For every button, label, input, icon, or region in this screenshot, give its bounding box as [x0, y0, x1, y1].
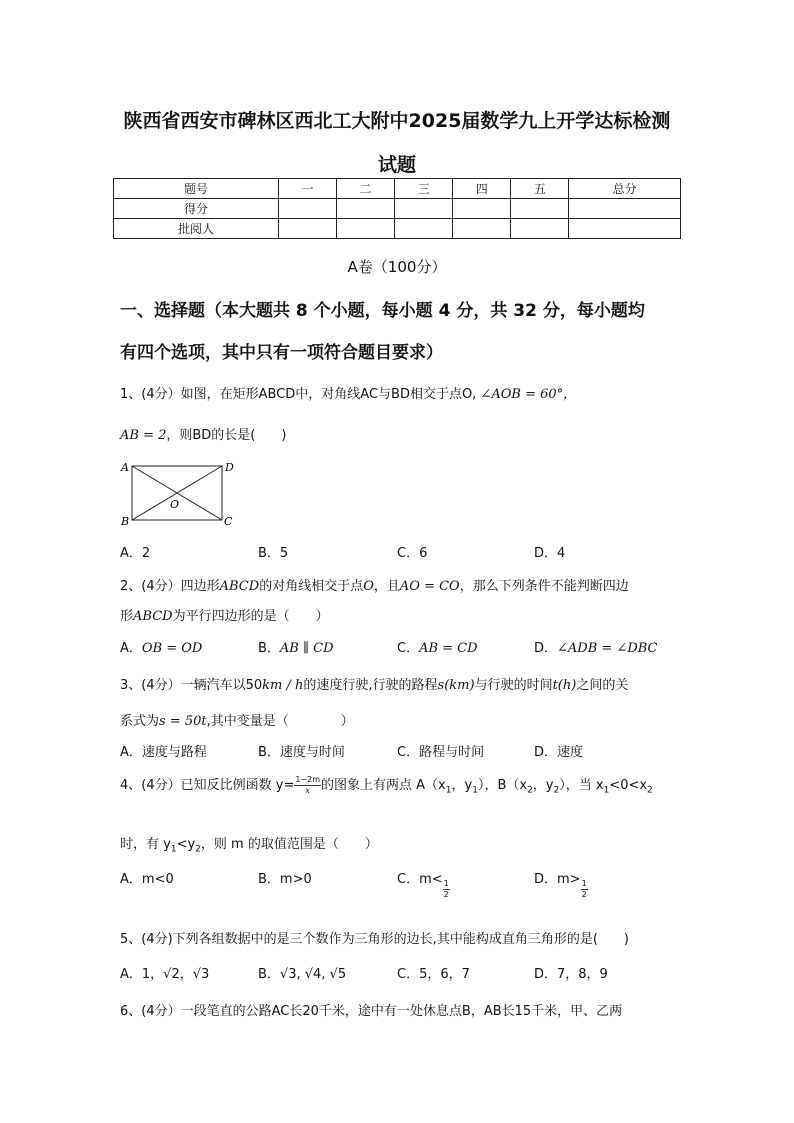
point-label-o: O: [170, 498, 180, 511]
q4-subscript: 2: [527, 785, 533, 796]
q2-option-expr: OB = OD: [141, 641, 203, 656]
title-line-2: 试题: [377, 154, 416, 176]
question-2-stem: [120, 575, 629, 594]
score-table-header-cell: 三: [395, 179, 453, 199]
q4-fraction-denominator: x: [305, 786, 310, 795]
q4-text: ），B（x: [477, 778, 528, 793]
q4-fraction: [294, 775, 321, 796]
q4-subscript: 1: [170, 844, 177, 855]
score-cell: [511, 219, 569, 239]
q3-text: 与行驶的时间: [474, 678, 553, 693]
q4-half-numerator: 1: [581, 879, 587, 888]
q2-option-expr: AB ∥ CD: [279, 641, 334, 656]
q4-text: 时，有 y: [120, 837, 171, 852]
score-cell: [395, 199, 453, 219]
q4-subscript: 1: [603, 785, 610, 796]
q2-point-o: O: [363, 579, 374, 594]
q5-option-a[interactable]: A．1，√2，√3: [120, 967, 210, 982]
score-table-header-cell: 一: [279, 179, 337, 199]
q4-option-c[interactable]: [397, 868, 450, 900]
score-table-header-cell: 五: [511, 179, 569, 199]
question-6-stem: 6、(4分）一段笔直的公路AC长20千米，途中有一处休息点B，AB长15千米，甲、乙两: [120, 1004, 623, 1019]
score-cell: [337, 199, 395, 219]
q4-subscript: 1: [472, 785, 478, 796]
q3-option-a[interactable]: A．速度与路程: [120, 745, 207, 760]
q3-distance-var: s(km): [437, 678, 475, 693]
q3-time-var: t(h): [552, 678, 577, 693]
q2-text: 2、(4分）四边形: [120, 579, 220, 594]
q4-text: ，y: [532, 778, 554, 793]
score-cell: [511, 199, 569, 219]
point-label-a: A: [121, 461, 129, 474]
question-2-stem-line2: [120, 605, 329, 624]
q2-option-b[interactable]: [258, 637, 334, 656]
q3-text: ,其中变量是（ ）: [206, 714, 354, 729]
q2-option-label: B．: [258, 641, 280, 656]
q2-option-label: D．: [534, 641, 558, 656]
question-4-stem: [120, 774, 653, 796]
q5-option-c[interactable]: C．5，6，7: [397, 967, 470, 982]
q3-speed-unit: km / h: [262, 678, 304, 693]
question-1-stem-line2: [120, 424, 286, 443]
point-label-c: C: [224, 515, 233, 528]
point-label-d: D: [225, 461, 234, 474]
q4-half-fraction: [443, 879, 450, 900]
q4-subscript: 2: [647, 785, 653, 796]
q2-text: ，且: [373, 579, 400, 594]
q4-text: ），当 x: [559, 778, 604, 793]
score-cell: [453, 199, 511, 219]
question-5-stem: 5、(4分)下列各组数据中的是三个数作为三角形的边长,其中能构成直角三角形的是( ): [120, 932, 629, 947]
question-1-stem: [120, 383, 576, 402]
q2-condition: AO = CO: [399, 579, 460, 594]
score-table-header-cell: 二: [337, 179, 395, 199]
q4-half-fraction: [581, 879, 588, 900]
q4-option-text: D．m>: [534, 872, 581, 887]
q3-option-c[interactable]: C．路程与时间: [397, 745, 485, 760]
q4-subscript: 2: [553, 785, 560, 796]
q2-text: 的对角线相交于点: [259, 579, 364, 594]
score-table-header-cell: 四: [453, 179, 511, 199]
q2-option-d[interactable]: [534, 637, 658, 656]
score-cell: [453, 219, 511, 239]
q3-text: 系式为: [120, 714, 160, 729]
section1-heading-line1: 一、选择题（本大题共 8 个小题，每小题 4 分，共 32 分，每小题均: [120, 301, 645, 321]
q4-text: 4、(4分）已知反比例函数 y=: [120, 778, 295, 793]
q2-option-label: C．: [397, 641, 420, 656]
q4-option-b[interactable]: B．m>0: [258, 872, 312, 887]
q4-fraction-numerator: 1−2m: [295, 775, 321, 784]
q2-option-expr: ∠ADB = ∠DBC: [557, 641, 658, 656]
q2-quad-name: ABCD: [219, 579, 260, 594]
q4-text: ，则 m 的取值范围是（ ）: [200, 837, 378, 852]
q2-option-expr: AB = CD: [419, 641, 478, 656]
score-cell: [569, 199, 681, 219]
question-3-stem: [120, 674, 628, 693]
q4-half-denominator: 2: [443, 890, 449, 899]
q4-option-d[interactable]: [534, 868, 588, 900]
question-4-stem-line2: [120, 833, 378, 855]
q2-text: ，那么下列条件不能判断四边: [459, 579, 629, 594]
score-cell: [395, 219, 453, 239]
q2-option-a[interactable]: [120, 637, 202, 656]
score-table-row: [114, 219, 681, 239]
title-line-1: 陕西省西安市碑林区西北工大附中2025届数学九上开学达标检测: [123, 110, 671, 132]
q1-stem-text: 1、(4分）如图，在矩形ABCD中，对角线AC与BD相交于点O,: [120, 387, 477, 402]
section1-heading-line2: 有四个选项，其中只有一项符合题目要求）: [120, 343, 443, 363]
q1-option-b[interactable]: B．5: [258, 546, 289, 561]
q3-text: 之间的关: [576, 678, 629, 693]
score-table: [113, 178, 681, 239]
paper-part-heading: A卷（100分）: [347, 258, 447, 276]
score-cell: [279, 219, 337, 239]
q4-subscript: 1: [445, 785, 452, 796]
q2-text: 形: [120, 609, 134, 624]
q4-text: 的图象上有两点 A（x: [321, 778, 446, 793]
q3-option-d[interactable]: D．速度: [534, 745, 584, 760]
score-cell: [569, 219, 681, 239]
score-cell: [337, 219, 395, 239]
q4-text: <0<x: [609, 778, 648, 793]
q4-option-a[interactable]: A．m<0: [120, 872, 174, 887]
q4-text: <y: [176, 837, 196, 852]
q4-half-numerator: 1: [443, 879, 449, 888]
question-3-stem-line2: [120, 710, 354, 729]
q2-option-label: A．: [120, 641, 142, 656]
score-cell: [279, 199, 337, 219]
q1-option-d[interactable]: D．4: [534, 546, 566, 561]
q3-text: 的速度行驶,行驶的路程: [303, 678, 438, 693]
score-table-row-label: 批阅人: [114, 219, 279, 239]
q5-option-d[interactable]: D．7，8，9: [534, 967, 608, 982]
q1-option-a[interactable]: A．2: [120, 546, 151, 561]
q1-rectangle-figure: [118, 458, 238, 530]
score-table-row-label: 得分: [114, 199, 279, 219]
score-table-header-row: [114, 179, 681, 199]
score-table-header-cell: 题号: [114, 179, 279, 199]
q4-option-text: C．m<: [397, 872, 443, 887]
q1-angle-condition: ∠AOB = 60°，: [480, 387, 577, 402]
q3-option-b[interactable]: B．速度与时间: [258, 745, 345, 760]
q3-text: 3、(4分）一辆汽车以50: [120, 678, 263, 693]
q2-text: 为平行四边形的是（ ）: [172, 609, 329, 624]
point-label-b: B: [121, 515, 130, 528]
q1-side-condition: AB = 2: [120, 428, 167, 443]
score-table-row: [114, 199, 681, 219]
q1-question-text: ，则BD的长是( ): [166, 428, 287, 443]
q5-option-b[interactable]: B．√3, √4, √5: [258, 967, 347, 982]
q3-formula: s = 50t: [159, 714, 207, 729]
q1-option-c[interactable]: C．6: [397, 546, 428, 561]
q4-half-denominator: 2: [581, 890, 587, 899]
q4-subscript: 2: [195, 844, 201, 855]
q4-text: ，y: [451, 778, 473, 793]
q2-option-c[interactable]: [397, 637, 478, 656]
score-table-header-cell: 总分: [569, 179, 681, 199]
q2-quad-name: ABCD: [133, 609, 173, 624]
